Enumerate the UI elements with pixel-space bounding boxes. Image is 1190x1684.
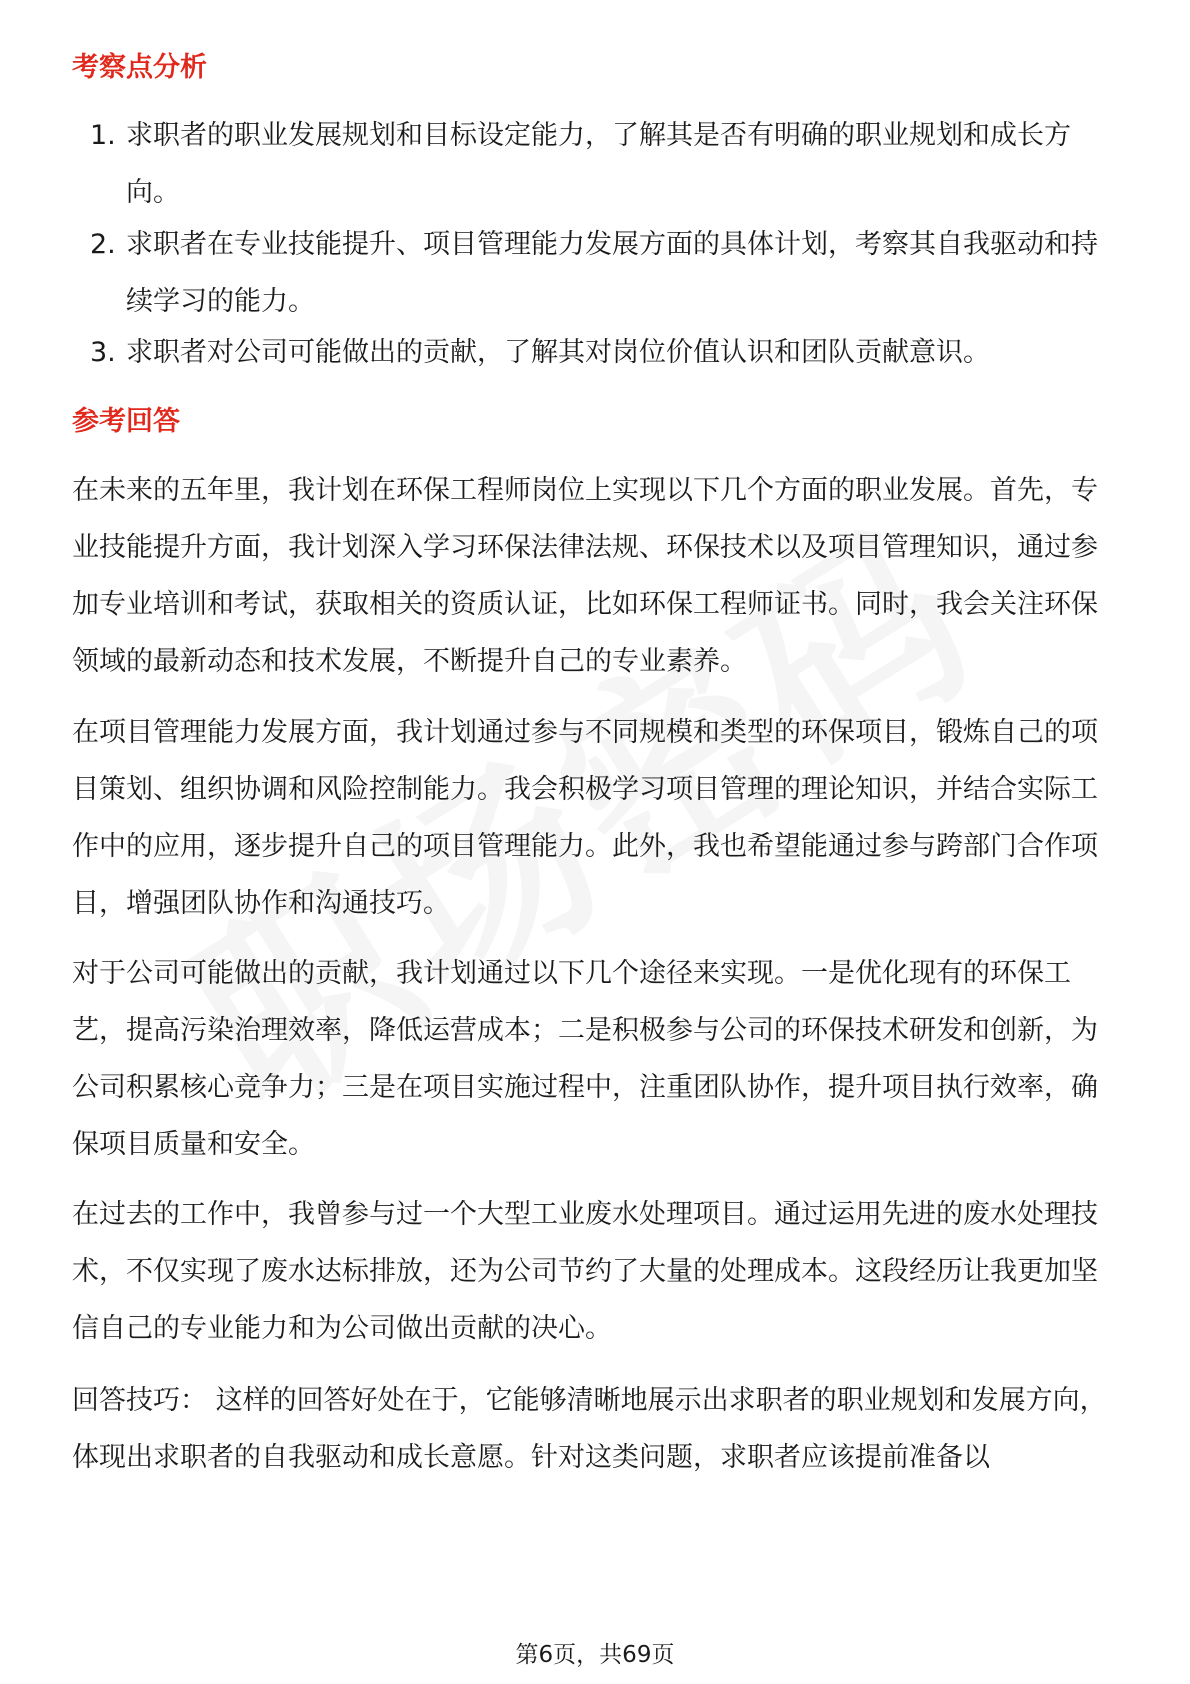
page-number: 第6页，共69页	[515, 1642, 675, 1668]
list-item-text: 求职者在专业技能提升、项目管理能力发展方面的具体计划，考察其自我驱动和持续学习的能力。	[126, 229, 1098, 317]
list-item-text: 求职者的职业发展规划和目标设定能力，了解其是否有明确的职业规划和成长方向。	[126, 120, 1071, 208]
answer-paragraph: 在项目管理能力发展方面，我计划通过参与不同规模和类型的环保项目，锻炼自己的项目策划、组织协调和风险控制能力。我会积极学习项目管理的理论知识，并结合实际工作中的应用，逐步提升自己的项目管理能力。此外，我也希望能通过参与跨部门合作项目，增强团队协作和沟通技巧。	[72, 717, 1098, 919]
list-item-number: 2.	[90, 229, 116, 260]
analysis-heading: 考察点分析	[72, 52, 207, 83]
answer-paragraph: 对于公司可能做出的贡献，我计划通过以下几个途径来实现。一是优化现有的环保工艺，提高污染治理效率，降低运营成本；二是积极参与公司的环保技术研发和创新，为公司积累核心竞争力；三是在项目实施过程中，注重团队协作，提升项目执行效率，确保项目质量和安全。	[72, 958, 1098, 1160]
answer-paragraph: 在未来的五年里，我计划在环保工程师岗位上实现以下几个方面的职业发展。首先，专业技能提升方面，我计划深入学习环保法律法规、环保技术以及项目管理知识，通过参加专业培训和考试，获取相关的资质认证，比如环保工程师证书。同时，我会关注环保领域的最新动态和技术发展，不断提升自己的专业素养。	[72, 475, 1098, 677]
list-item-text: 求职者对公司可能做出的贡献，了解其对岗位价值认识和团队贡献意识。	[126, 337, 990, 368]
list-item-number: 1.	[90, 120, 116, 151]
list-item-number: 3.	[90, 337, 116, 368]
tips-paragraph: 回答技巧： 这样的回答好处在于，它能够清晰地展示出求职者的职业规划和发展方向，体现出求职者的自我驱动和成长意愿。针对这类问题，求职者应该提前准备以	[72, 1385, 1107, 1473]
answer-paragraph: 在过去的工作中，我曾参与过一个大型工业废水处理项目。通过运用先进的废水处理技术，不仅实现了废水达标排放，还为公司节约了大量的处理成本。这段经历让我更加坚信自己的专业能力和为公司做出贡献的决心。	[72, 1199, 1098, 1344]
answer-heading: 参考回答	[72, 406, 180, 437]
